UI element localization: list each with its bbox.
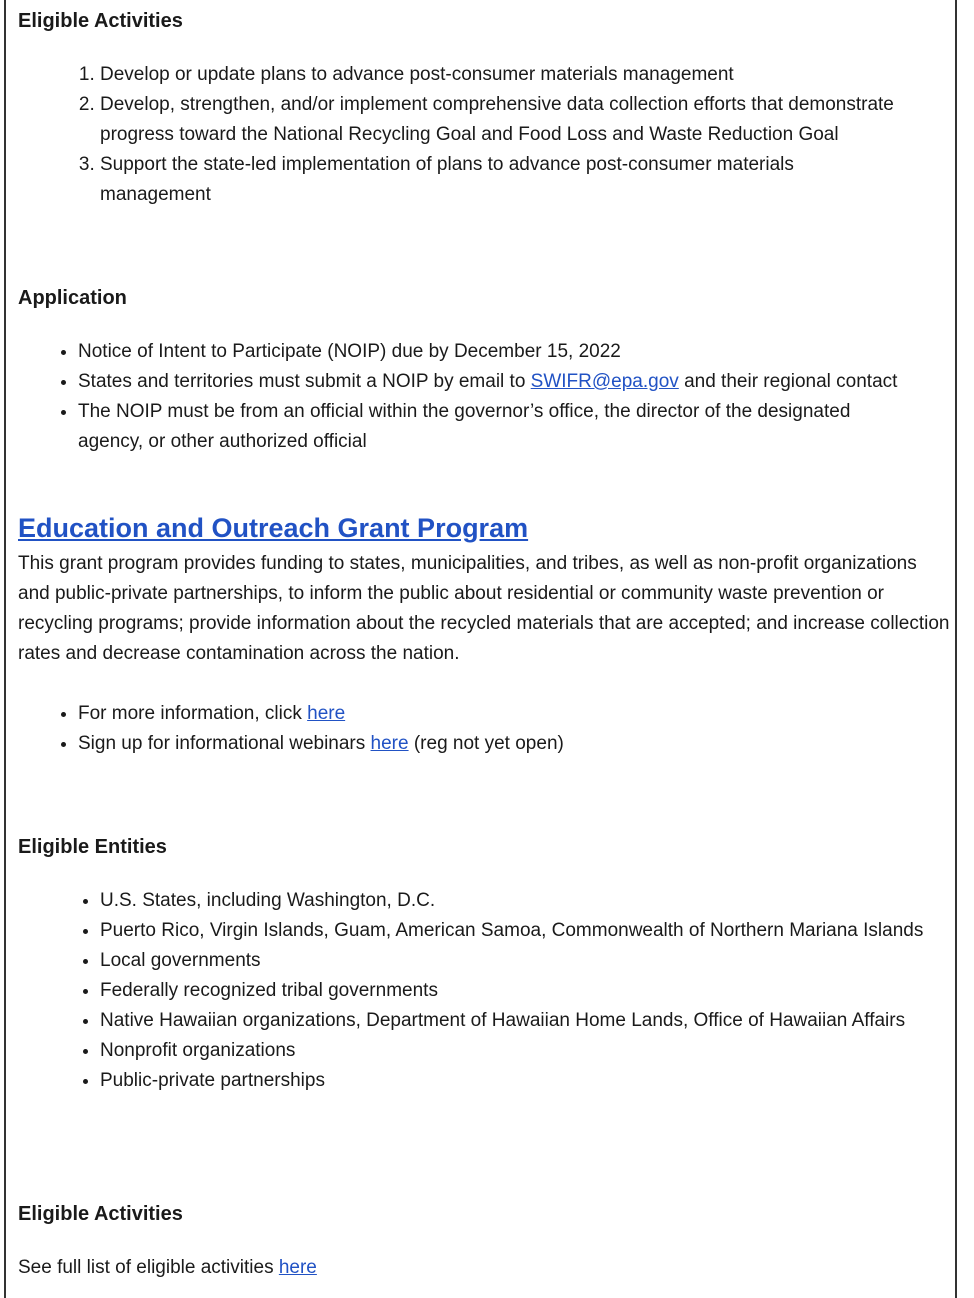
application-heading: Application (18, 287, 127, 309)
list-item: • For more information, click here (78, 699, 938, 729)
eligible-entities-heading: Eligible Entities (18, 836, 167, 858)
application-list (78, 337, 958, 457)
program-links-list (78, 699, 938, 759)
list-item: • Notice of Intent to Participate (NOIP) due by December 15, 2022 (78, 337, 958, 367)
webinars-link[interactable]: here (370, 733, 409, 754)
list-item: • Public-private partnerships (100, 1066, 960, 1096)
list-item: 1. Develop or update plans to advance post-consumer materials management (100, 60, 950, 90)
eligible-activities-heading: Eligible Activities (18, 10, 183, 32)
eligible-entities-list (100, 886, 960, 1096)
list-item: • Puerto Rico, Virgin Islands, Guam, American Samoa, Commonwealth of Northern Mariana Islands (100, 916, 960, 946)
more-info-link[interactable]: here (307, 703, 346, 724)
eligible-activities-heading-2: Eligible Activities (18, 1203, 183, 1225)
list-item: • Sign up for informational webinars here (reg not yet open) (78, 729, 938, 759)
swifr-email-link[interactable]: SWIFR@epa.gov (530, 371, 679, 392)
list-item: • States and territories must submit a NOIP by email to SWIFR@epa.gov and their regional contact (78, 367, 958, 397)
program-title-link[interactable]: Education and Outreach Grant Program (18, 513, 529, 543)
list-item: 2. Develop, strengthen, and/or implement comprehensive data collection efforts that demonstrate progress toward the National Recycling Goal and Food Loss and Waste Reduction Goal (100, 90, 950, 150)
full-list-text: See full list of eligible activities here (18, 1257, 317, 1278)
list-item: • Native Hawaiian organizations, Department of Hawaiian Home Lands, Office of Hawaiian Affairs (100, 1006, 960, 1036)
list-item: • Nonprofit organizations (100, 1036, 960, 1066)
eligible-activities-list (100, 60, 950, 210)
list-item: • U.S. States, including Washington, D.C. (100, 886, 960, 916)
program-title (18, 510, 528, 546)
list-item: • Local governments (100, 946, 960, 976)
list-item: • The NOIP must be from an official within the governor’s office, the director of the designated agency, or other authorized official (78, 397, 958, 457)
full-list-link[interactable]: here (278, 1257, 317, 1278)
list-item: • Federally recognized tribal governments (100, 976, 960, 1006)
program-description: This grant program provides funding to states, municipalities, and tribes, as well as non-profit organizations and public-private partnerships, to inform the public about residential or community waste prevention or recycling programs; provide information about the recycled materials that are accepted; and increase collection rates and decrease contamination across the nation. (18, 553, 950, 664)
list-item: 3. Support the state-led implementation of plans to advance post-consumer materials management (100, 150, 950, 210)
